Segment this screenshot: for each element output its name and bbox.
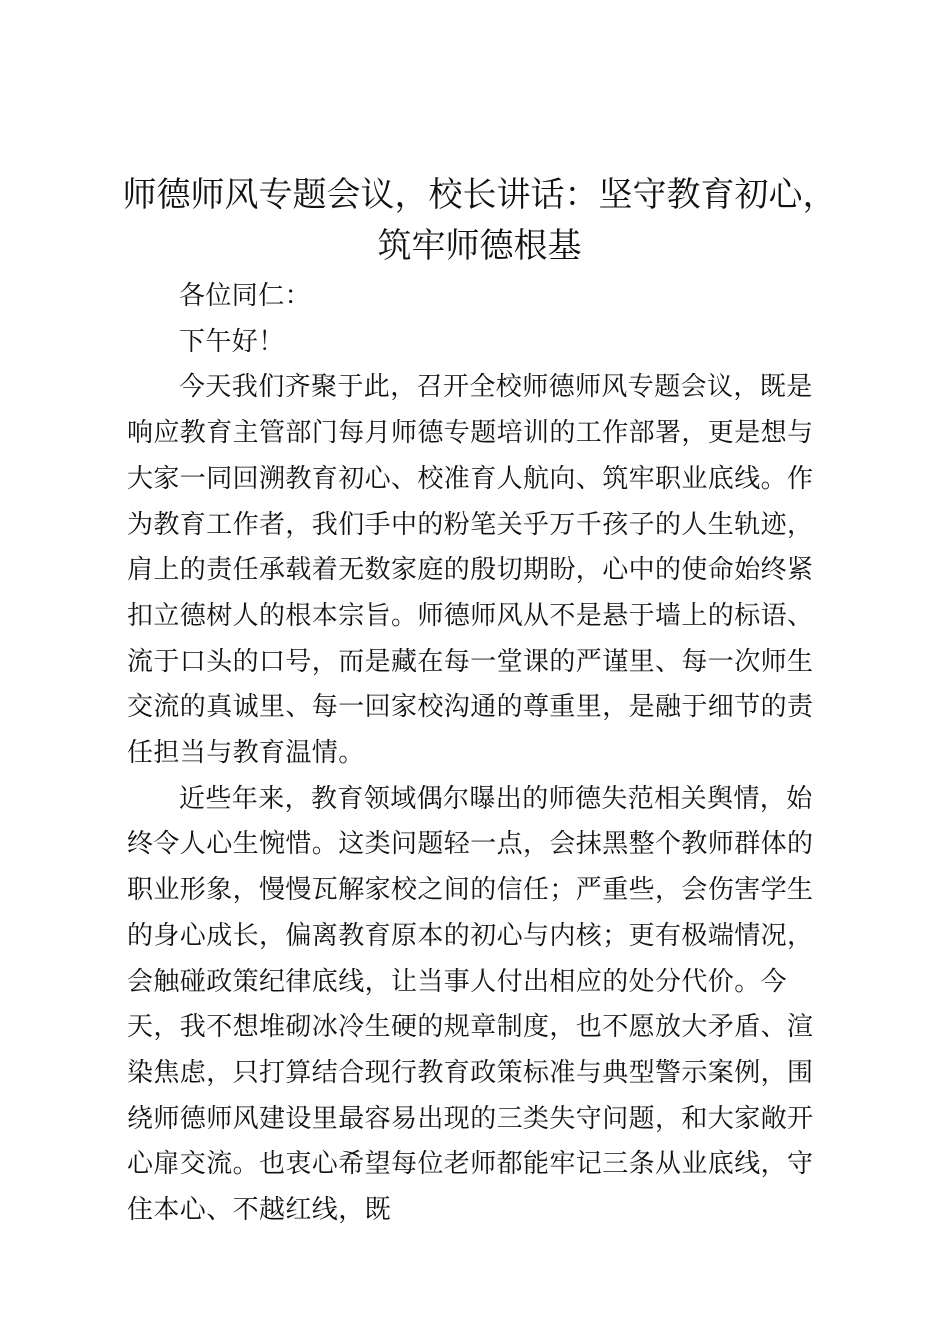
salutation: 各位同仁：: [179, 281, 312, 311]
greeting: 下午好！: [179, 326, 285, 357]
document-body: [127, 274, 833, 1234]
document-title: [122, 170, 837, 272]
body-paragraph: 今天我们齐聚于此，召开全校师德师风专题会议，既是响应教育主管部门每月师德专题培训的工作部署，更是想与大家一同回溯教育初心、校准育人航向、筑牢职业底线。作为教育工作者，我们手中的粉笔关乎万千孩子的人生轨迹，肩上的责任承载着无数家庭的殷切期盼，心中的使命始终紧扣立德树人的根本宗旨。师德师风从不是悬于墙上的标语、流于口头的口号，而是藏在每一堂课的严谨里、每一次师生交流的真诚里、每一回家校沟通的尊重里，是融于细节的责任担当与教育温情。: [127, 372, 814, 769]
title-line-1: 师德师风专题会议，校长讲话：坚守教育初心，: [122, 175, 837, 215]
body-paragraph: 近些年来，教育领域偶尔曝出的师德失范相关舆情，始终令人心生惋惜。这类问题轻一点，会抹黑整个教师群体的职业形象，慢慢瓦解家校之间的信任；严重些，会伤害学生的身心成长，偏离教育原本的初心与内核；更有极端情况，会触碰政策纪律底线，让当事人付出相应的处分代价。今天，我不想堆砌冰冷生硬的规章制度，也不愿放大矛盾、渲染焦虑，只打算结合现行教育政策标准与典型警示案例，围绕师德师风建设里最容易出现的三类失守问题，和大家敞开心扉交流。也衷心希望每位老师都能牢记三条从业底线，守住本心、不越红线，既: [127, 783, 814, 1226]
title-line-2: 筑牢师德根基: [377, 226, 582, 266]
